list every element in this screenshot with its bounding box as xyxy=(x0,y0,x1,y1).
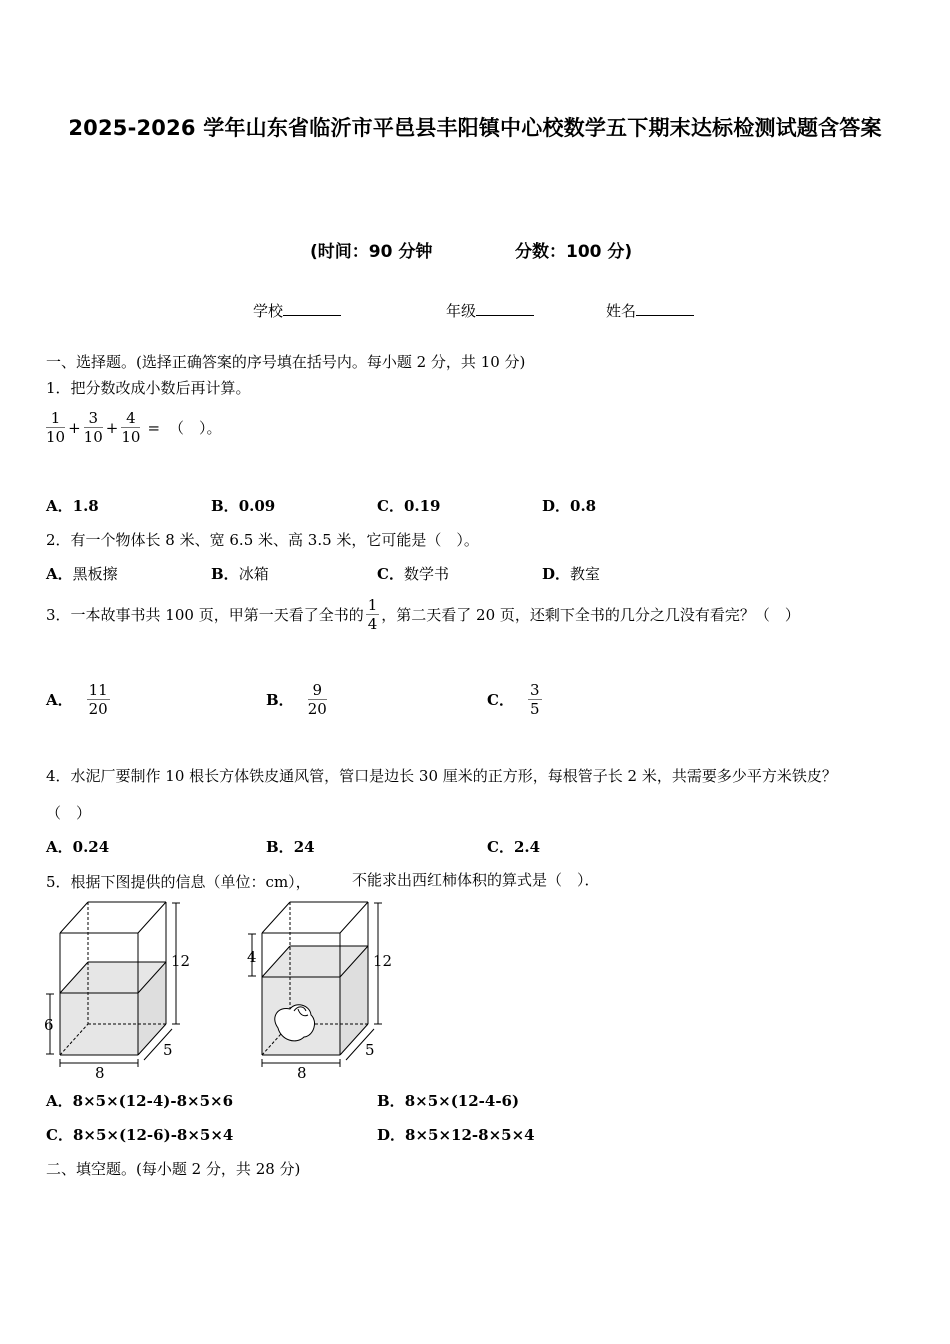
q3-option-b[interactable]: B． $\frac{9}{20}$ xyxy=(266,681,327,718)
fig1-height-label: 12 xyxy=(171,952,191,970)
q1-text: 1．把分数改成小数后再计算。 xyxy=(46,379,251,397)
q5-option-b[interactable]: B．8×5×(12-4-6) xyxy=(377,1092,520,1110)
q4-option-b[interactable]: B．24 xyxy=(266,838,315,856)
school-blank[interactable] xyxy=(283,301,341,316)
q5-option-d[interactable]: D．8×5×12-8×5×4 xyxy=(377,1126,535,1144)
q5-option-a[interactable]: A．8×5×(12-4)-8×5×6 xyxy=(46,1092,234,1110)
fig2-length-label: 8 xyxy=(297,1064,307,1080)
q4-option-c[interactable]: C．2.4 xyxy=(487,838,541,856)
q3-option-c[interactable]: C． $\frac{3}{5}$ xyxy=(487,681,540,718)
q1-frac-2: $\frac{3}{10}$ xyxy=(83,409,103,446)
q4-text: 4．水泥厂要制作 10 根长方体铁皮通风管，管口是边长 30 厘米的正方形，每根管子长 2 米，共需要多少平方米铁皮？ xyxy=(46,767,837,785)
q2-text: 2．有一个物体长 8 米、宽 6.5 米、高 3.5 米，它可能是（ ）。 xyxy=(46,531,479,549)
q1-option-d[interactable]: D．0.8 xyxy=(542,497,597,515)
q4-answer-blank: （ ） xyxy=(46,804,92,822)
fig2-height-label: 12 xyxy=(373,952,393,970)
q1-frac-3: $\frac{4}{10}$ xyxy=(121,409,141,446)
q1-expression xyxy=(46,409,222,446)
name-blank[interactable] xyxy=(636,301,694,316)
q5-text-a: 5．根据下图提供的信息（单位：cm）， xyxy=(46,873,311,891)
q2-option-a[interactable]: A．黑板擦 xyxy=(46,565,118,583)
name-field xyxy=(606,300,694,321)
name-label: 姓名 xyxy=(606,302,637,320)
school-field xyxy=(253,300,341,321)
q2-option-b[interactable]: B．冰箱 xyxy=(211,565,269,583)
grade-field xyxy=(446,300,534,321)
section-1-heading: 一、选择题。(选择正确答案的序号填在括号内。每小题 2 分，共 10 分) xyxy=(46,353,526,371)
fig1-width-label: 5 xyxy=(163,1041,173,1059)
grade-blank[interactable] xyxy=(476,301,534,316)
plus-sign: + xyxy=(105,418,119,437)
q1-option-a[interactable]: A．1.8 xyxy=(46,497,99,515)
q2-option-d[interactable]: D．教室 xyxy=(542,565,601,583)
q5-option-c[interactable]: C．8×5×(12-6)-8×5×4 xyxy=(46,1126,234,1144)
q1-option-c[interactable]: C．0.19 xyxy=(377,497,441,515)
fig1-water-label: 6 xyxy=(44,1016,54,1034)
q5-text-b: 不能求出西红柿体积的算式是（ ）． xyxy=(352,871,600,889)
q3-text xyxy=(46,596,800,633)
school-label: 学校 xyxy=(253,302,284,320)
fig1-length-label: 8 xyxy=(95,1064,105,1080)
q4-option-a[interactable]: A．0.24 xyxy=(46,838,110,856)
q3-text-before: 3．一本故事书共 100 页，甲第一天看了全书的 xyxy=(46,606,364,624)
grade-label: 年级 xyxy=(446,302,477,320)
q3-frac: $\frac{1}{4}$ xyxy=(367,596,378,633)
q2-option-c[interactable]: C．数学书 xyxy=(377,565,449,583)
figure-2-container xyxy=(240,895,410,1080)
q3-option-a[interactable]: A． $\frac{11}{20}$ xyxy=(46,681,108,718)
section-2-heading: 二、填空题。(每小题 2 分，共 28 分) xyxy=(46,1160,301,1178)
q1-answer-blank: （ ）。 xyxy=(169,419,222,437)
fig2-width-label: 5 xyxy=(365,1041,375,1059)
equals-sign: = xyxy=(147,418,161,437)
q1-option-b[interactable]: B．0.09 xyxy=(211,497,276,515)
exam-score: 分数：100 分) xyxy=(515,242,633,262)
fig2-gap-label: 4 xyxy=(247,948,257,966)
exam-time: (时间：90 分钟 xyxy=(310,242,433,262)
figure-1-container xyxy=(38,895,208,1080)
q3-text-after: ，第二天看了 20 页，还剩下全书的几分之几没有看完？（ ） xyxy=(381,606,800,624)
q1-frac-1: $\frac{1}{10}$ xyxy=(46,409,66,446)
plus-sign: + xyxy=(68,418,81,437)
page-title: 2025-2026 学年山东省临沂市平邑县丰阳镇中心校数学五下期末达标检测试题含答案 xyxy=(68,116,882,140)
